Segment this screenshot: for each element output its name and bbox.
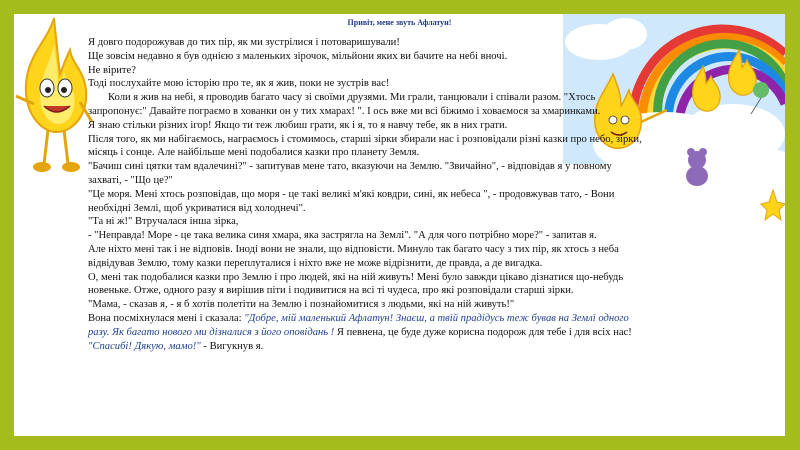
final-middle: Я певнена, це буде дуже корисна подорож для тебе і для всіх нас!	[336, 326, 632, 338]
flame-character-icon	[14, 14, 94, 184]
story-paragraph: Але ніхто мені так і не відповів. Іноді вони не знали, що відповісти. Минуло так багато часу з тих пір, як хтось з неба відвідував Землю, тому казки переплуталися і ніхто вже не може відрізнити, де правда, а де вигадка.	[88, 243, 619, 269]
slide	[14, 14, 785, 436]
story-final-paragraph	[88, 312, 648, 353]
story-paragraph: "Бачиш сині цятки там вдалечині?" - запитував мене тато, вказуючи на Землю. "Звичайно", - відповідав я у повному захваті, - "Що це?"	[88, 161, 612, 186]
story-paragraph: "Це моря. Мені хтось розповідав, що моря - це такі великі м'які ковдри, сині, як небеса ", - продовжував тато, - Вони необхідні Землі, щоб укриватися від холоднечі".	[88, 188, 615, 214]
page-title: Привіт, мене звуть Афлатун!	[347, 18, 452, 27]
story-paragraph: - "Неправда! Море - це така велика синя хмара, яка застрягла на Землі". "А для чого потрібно море?" - запитав я.	[88, 230, 597, 242]
final-intro: Вона посміхнулася мені і сказала:	[88, 312, 245, 324]
story-text	[88, 36, 648, 353]
final-outro: - Вигукнув я.	[200, 340, 264, 352]
story-line: Я знаю стільки різних ігор! Якщо ти теж любиш грати, як і я, то я навчу тебе, як в них грати.	[88, 119, 508, 131]
story-paragraph: О, мені так подобалися казки про Землю і про людей, які на ній живуть! Мені було завжди цікаво дізнатися що-небудь новеньке. Отже, одного разу я вирішив піти і подивитися на всі ті чудеса, про які розповідали старші зірки.	[88, 271, 624, 297]
story-line: Тоді послухайте мою історію про те, як я жив, поки не зустрів вас!	[88, 78, 390, 90]
mother-quote: "Добре, мій маленький Афлатун! Знаєш, а твій прадідусь теж бував на Землі одного разу. Як багато нового ми дізналися з його оповідань !	[88, 312, 629, 338]
story-paragraph: Коли я жив на небі, я проводив багато часу зі своїми друзями. Ми грали, танцювали і співали разом. "Хтось запропонує:" Давайте пограємо в хованки он у тих хмарах! ". І ось вже ми всі біжимо і ховаємося за хмаринками.	[88, 92, 601, 117]
story-line: Я довго подорожував до тих пір, як ми зустрілися і потоваришували!	[88, 37, 400, 48]
story-line: Ще зовсім недавно я був однією з маленьких зірочок, мільйони яких ви бачите на небі вночі.	[88, 50, 508, 62]
story-line: "Мама, - сказав я, - я б хотів полетіти на Землю і познайомитися з людьми, які на ній живуть!"	[88, 299, 515, 311]
story-line: "Та ні ж!" Втручалася інша зірка,	[88, 216, 239, 228]
story-line: Не вірите?	[88, 64, 136, 76]
story-paragraph: Після того, як ми набігаємось, награємось і стомимось, старші зірки збирали нас і розповідали різні казки про небо, зірки, місяць і сонце. Але найбільше мені подобалися казки про планету Земля.	[88, 133, 642, 159]
thanks-quote: "Спасибі! Дякую, мамо!"	[88, 340, 201, 352]
